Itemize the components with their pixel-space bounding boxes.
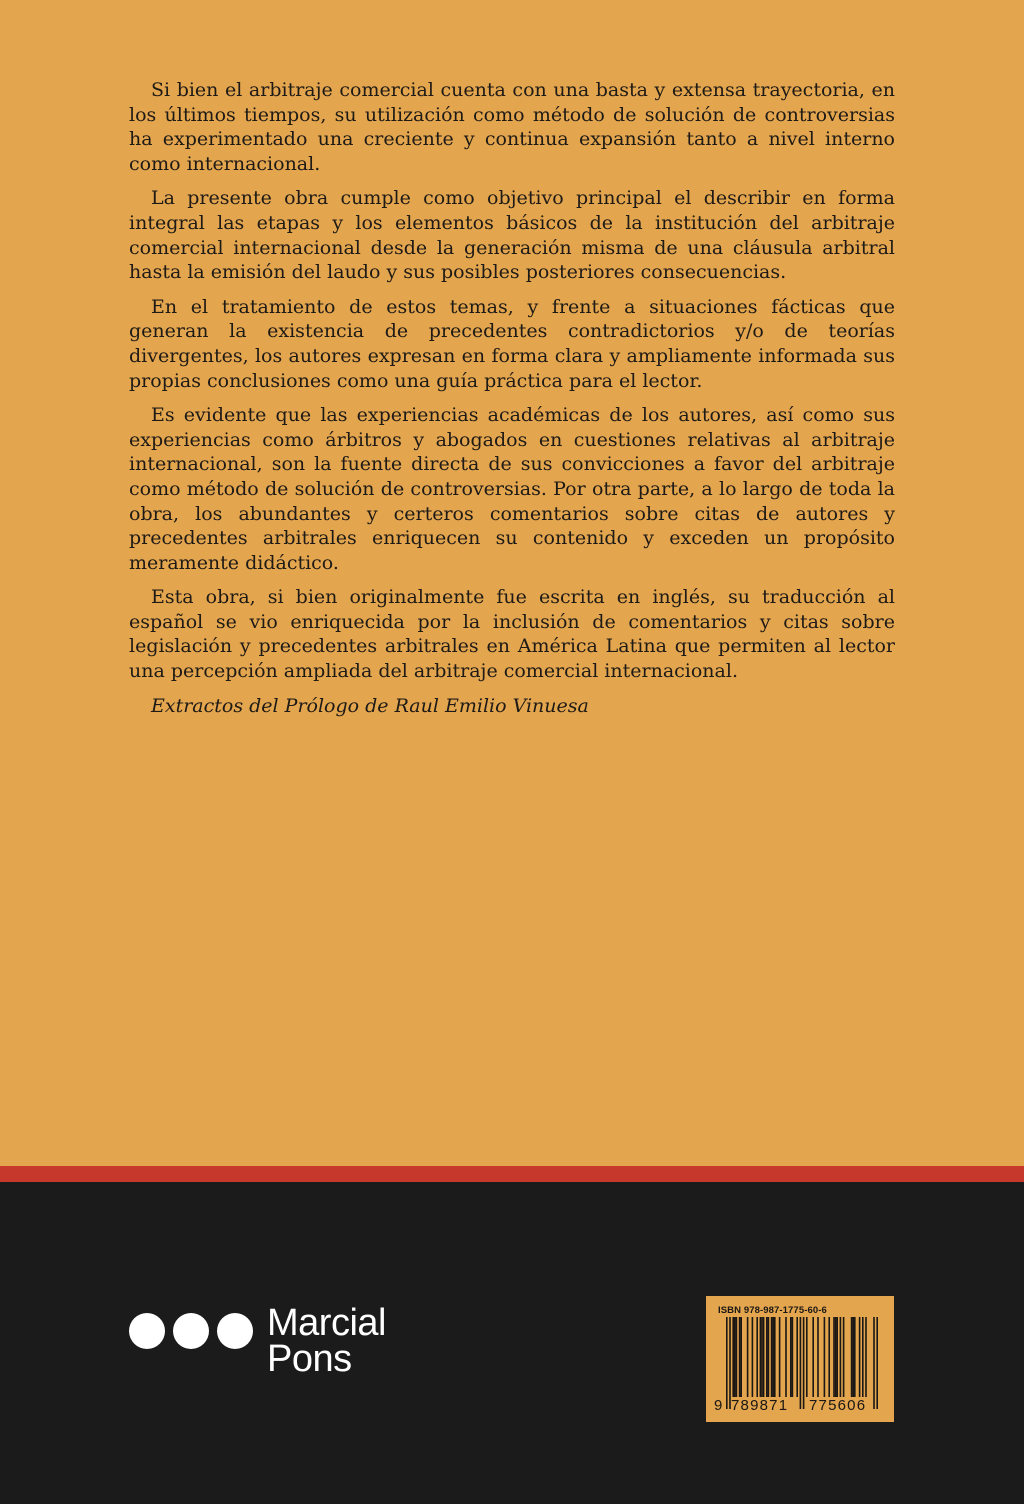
synopsis-paragraph: En el tratamiento de estos temas, y frente a situaciones fácticas que generan la existencia de precedentes contradictorios y/o de teorías divergentes, los autores expresan en forma clara y ampliamente informada sus propias conclusiones como una guía práctica para el lector.	[129, 295, 895, 392]
barcode-bar	[734, 1317, 736, 1397]
barcode-bar	[843, 1317, 845, 1397]
isbn-barcode	[706, 1296, 894, 1422]
barcode-bar	[779, 1317, 781, 1397]
barcode-bar	[761, 1317, 763, 1397]
synopsis-text	[129, 78, 895, 728]
barcode-digit-lead: 9	[714, 1397, 723, 1414]
barcode-bar	[803, 1317, 805, 1409]
isbn-number: ISBN 978-987-1775-60-6	[718, 1305, 827, 1316]
barcode-bar	[862, 1317, 864, 1397]
barcode-bar	[835, 1317, 837, 1397]
barcode-bar	[747, 1317, 749, 1397]
barcode-bar	[852, 1317, 854, 1397]
publisher-logo-mark	[129, 1309, 253, 1349]
synopsis-paragraph: Esta obra, si bien originalmente fue escrita en inglés, su traducción al español se vio enriquecida por la inclusión de comentarios y citas sobre legislación y precedentes arbitrales en América Latina que permiten al lector una percepción ampliada del arbitraje comercial internacional.	[129, 586, 895, 683]
barcode-bar	[772, 1317, 774, 1397]
barcode-bar	[760, 1317, 762, 1397]
barcode-bar	[833, 1317, 835, 1397]
synopsis-paragraph: La presente obra cumple como objetivo principal el describir en forma integral las etapas y los elementos básicos de la institución del arbitraje comercial internacional desde la generación misma de una cláusula arbitral hasta la emisión del laudo y sus posibles posteriores consecuencias.	[129, 187, 895, 284]
publisher-name-line: Marcial	[267, 1302, 386, 1344]
logo-circle	[173, 1313, 209, 1349]
synopsis-paragraph: Si bien el arbitraje comercial cuenta con una basta y extensa trayectoria, en los últimos tiempos, su utilización como método de solución de controversias ha experimentado una creciente y continua expansión tanto a nivel interno como internacional.	[129, 79, 895, 175]
publisher-name-line: Pons	[267, 1338, 352, 1380]
barcode-bar	[790, 1317, 792, 1397]
publisher-name	[267, 1302, 386, 1380]
barcode-bar	[800, 1317, 802, 1409]
logo-circle	[129, 1313, 165, 1349]
barcode-bar	[732, 1317, 734, 1397]
barcode-digits-right: 775606	[809, 1397, 867, 1414]
barcode-bar	[806, 1317, 808, 1397]
barcode-bar	[828, 1317, 830, 1397]
barcode-bar	[796, 1317, 798, 1397]
barcode-bar	[859, 1317, 861, 1397]
barcode-bar	[817, 1317, 819, 1397]
barcode-bar	[785, 1317, 787, 1397]
synopsis-paragraph: Es evidente que las experiencias académicas de los autores, así como sus experiencias como árbitros y abogados en cuestiones relativas al arbitraje internacional, son la fuente directa de sus convicciones a favor del arbitraje como método de solución de controversias. Por otra parte, a lo largo de toda la obra, los abundantes y certeros comentarios sobre citas de autores y precedentes arbitrales enriquecen su contenido y exceden un propósito meramente didáctico.	[129, 404, 895, 574]
publisher-logo	[129, 1302, 399, 1385]
barcode-bar	[763, 1317, 765, 1397]
barcode-bar	[876, 1317, 878, 1409]
prologue-attribution: Extractos del Prólogo de Raul Emilio Vinuesa	[151, 694, 589, 717]
logo-circle	[217, 1313, 253, 1349]
barcode-bar	[768, 1317, 770, 1397]
barcode-bar	[726, 1317, 728, 1409]
barcode-bar	[851, 1317, 853, 1397]
barcode-bar	[824, 1317, 826, 1397]
barcode-bar	[766, 1317, 768, 1397]
barcode-bar	[812, 1317, 814, 1397]
barcode-bar	[740, 1317, 742, 1397]
barcode-bar	[736, 1317, 738, 1397]
barcode-bar	[752, 1317, 754, 1397]
barcode-digits	[706, 1397, 894, 1415]
barcode-digits-left: 789871	[731, 1397, 789, 1414]
barcode-bar	[771, 1317, 773, 1397]
barcode-bar	[836, 1317, 838, 1397]
barcode-bar	[729, 1317, 731, 1409]
barcode-bar	[873, 1317, 875, 1409]
barcode-bar	[865, 1317, 867, 1397]
barcode-bar	[840, 1317, 842, 1397]
red-divider-stripe	[0, 1166, 1024, 1182]
barcode-bar	[792, 1317, 794, 1397]
barcode-bar	[756, 1317, 758, 1397]
barcode-bar	[739, 1317, 741, 1397]
barcode-bar	[774, 1317, 776, 1397]
barcode-bar	[854, 1317, 856, 1397]
